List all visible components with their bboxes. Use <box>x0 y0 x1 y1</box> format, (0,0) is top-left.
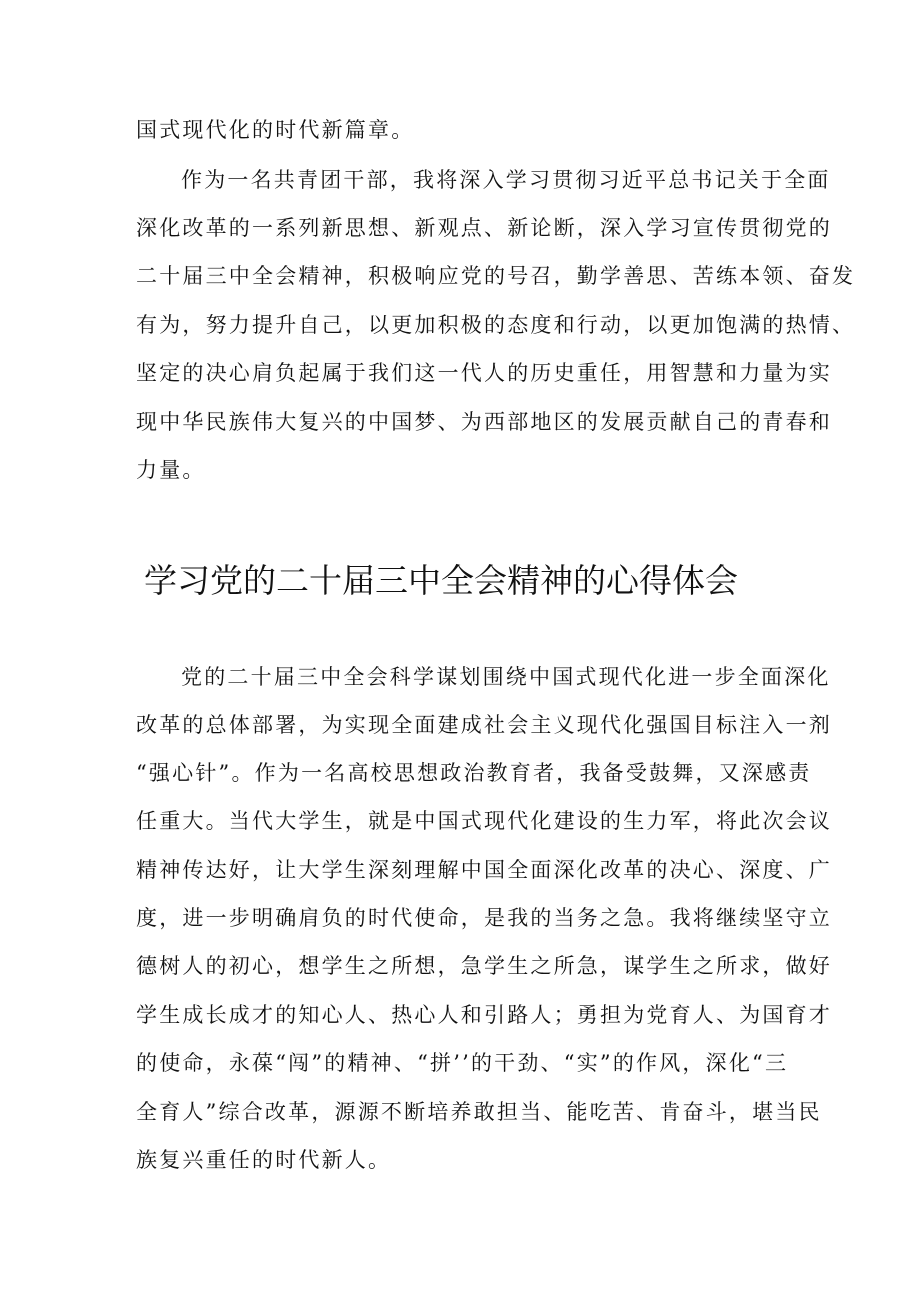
paragraph-line: 精神传达好，让大学生深刻理解中国全面深化改革的决心、深度、广 <box>136 858 832 882</box>
paragraph-line: “强心针”。作为一名高校思想政治教育者，我备受鼓舞，又深感责 <box>136 761 812 785</box>
paragraph-line: 任重大。当代大学生，就是中国式现代化建设的生力军，将此次会议 <box>136 809 832 833</box>
paragraph-line: 党的二十届三中全会科学谋划围绕中国式现代化进一步全面深化 <box>181 665 831 689</box>
paragraph-line: 力量。 <box>136 458 206 482</box>
paragraph-line: 深化改革的一系列新思想、新观点、新论断，深入学习宣传贯彻党的 <box>136 216 832 240</box>
paragraph-line: 作为一名共青团干部，我将深入学习贯彻习近平总书记关于全面 <box>181 168 831 192</box>
paragraph-line: 德树人的初心，想学生之所想，急学生之所急，谋学生之所求，做好 <box>136 954 832 978</box>
paragraph-line: 现中华民族伟大复兴的中国梦、为西部地区的发展贡献自己的青春和 <box>136 410 832 434</box>
paragraph-line: 坚定的决心肩负起属于我们这一代人的历史重任，用智慧和力量为实 <box>136 361 832 385</box>
paragraph-line: 二十届三中全会精神，积极响应党的号召，勤学善思、苦练本领、奋发 <box>136 264 856 288</box>
paragraph-line: 学生成长成才的知心人、热心人和引路人；勇担为党育人、为国育才 <box>136 1003 832 1027</box>
paragraph-line: 有为，努力提升自己，以更加积极的态度和行动，以更加饱满的热情、 <box>136 313 856 337</box>
paragraph-line: 族复兴重任的时代新人。 <box>136 1148 392 1172</box>
section-heading: 学习党的二十届三中全会精神的心得体会 <box>144 561 738 600</box>
paragraph-line: 全育人”综合改革，源源不断培养敢担当、能吃苦、肯奋斗，堪当民 <box>136 1100 822 1124</box>
paragraph-line: 国式现代化的时代新篇章。 <box>136 118 415 142</box>
paragraph-line: 改革的总体部署，为实现全面建成社会主义现代化强国目标注入一剂 <box>136 713 832 737</box>
paragraph-line: 的使命，永葆“闯”的精神、“拼’’的干劲、“实”的作风，深化“三 <box>136 1051 789 1075</box>
paragraph-line: 度，进一步明确肩负的时代使命，是我的当务之急。我将继续坚守立 <box>136 906 832 930</box>
